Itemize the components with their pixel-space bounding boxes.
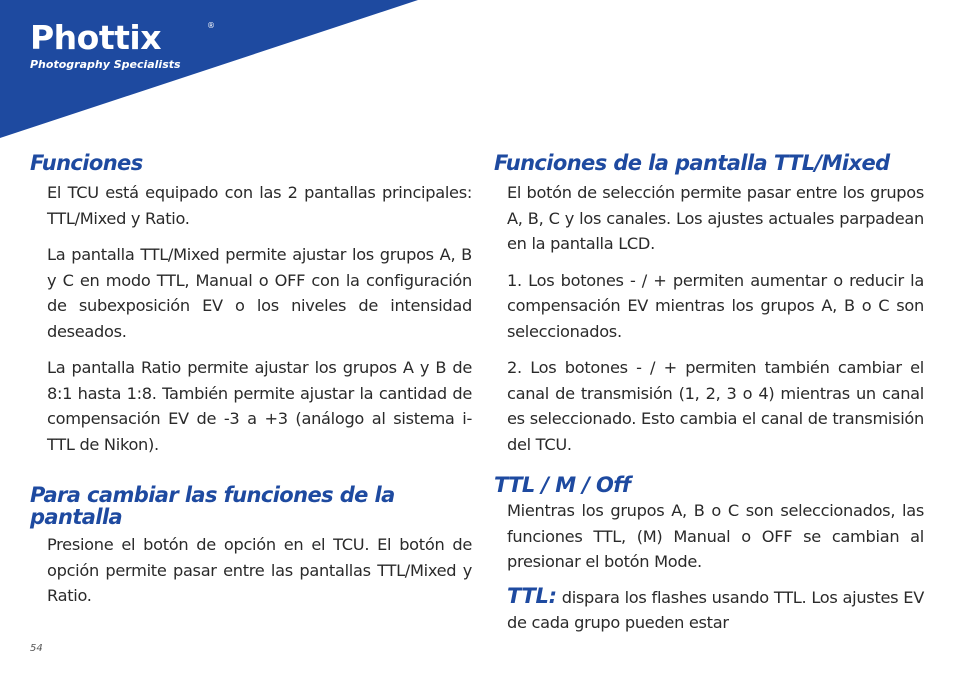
- heading-cambiar-funciones: Para cambiar las funciones de la pantalla: [30, 483, 395, 529]
- paragraph-cambiar-funciones: Presione el botón de opción en el TCU. El botón de opción permite pasar entre las pantallas TTL/Mixed y Ratio.: [47, 535, 472, 605]
- ttl-label: TTL:: [507, 583, 557, 608]
- phottix-logo: [30, 18, 215, 72]
- heading-funciones-pantalla: Funciones de la pantalla TTL/Mixed: [494, 151, 890, 175]
- right-column: [494, 152, 924, 636]
- paragraph-funciones-2: La pantalla TTL/Mixed permite ajustar los grupos A, B y C en modo TTL, Manual o OFF con la configuración de subexposición EV o los niveles de intensidad deseados.: [47, 245, 472, 341]
- registered-mark: ®: [207, 21, 215, 30]
- paragraph-ttl-2: [494, 584, 924, 636]
- page-number: 54: [30, 643, 43, 654]
- ttl-text: dispara los flashes usando TTL. Los ajustes EV de cada grupo pueden estar: [507, 587, 924, 632]
- paragraph-ttl-1: Mientras los grupos A, B o C son seleccionados, las funciones TTL, (M) Manual o OFF se cambian al presionar el botón Mode.: [507, 501, 924, 571]
- paragraph-funciones-3: La pantalla Ratio permite ajustar los grupos A y B de 8:1 hasta 1:8. También permite ajustar la cantidad de compensación EV de -3 a +3 (análogo al sistema i-TTL de Nikon).: [47, 358, 472, 454]
- heading-ttl-m-off: TTL / M / Off: [494, 473, 631, 497]
- logo-tagline: Photography Specialists: [30, 58, 181, 71]
- paragraph-pantalla-3: 2. Los botones - / + permiten también cambiar el canal de transmisión (1, 2, 3 o 4) mientras un canal es seleccionado. Esto cambia el canal de transmisión del TCU.: [507, 358, 924, 454]
- left-column: [30, 152, 472, 609]
- logo-wordmark: Phottix: [30, 18, 161, 57]
- heading-funciones: Funciones: [30, 151, 143, 175]
- paragraph-pantalla-1: El botón de selección permite pasar entre los grupos A, B, C y los canales. Los ajustes actuales parpadean en la pantalla LCD.: [507, 183, 924, 253]
- paragraph-funciones-1: El TCU está equipado con las 2 pantallas principales: TTL/Mixed y Ratio.: [47, 183, 472, 228]
- paragraph-pantalla-2: 1. Los botones - / + permiten aumentar o reducir la compensación EV mientras los grupos A, B o C son seleccionados.: [507, 270, 924, 341]
